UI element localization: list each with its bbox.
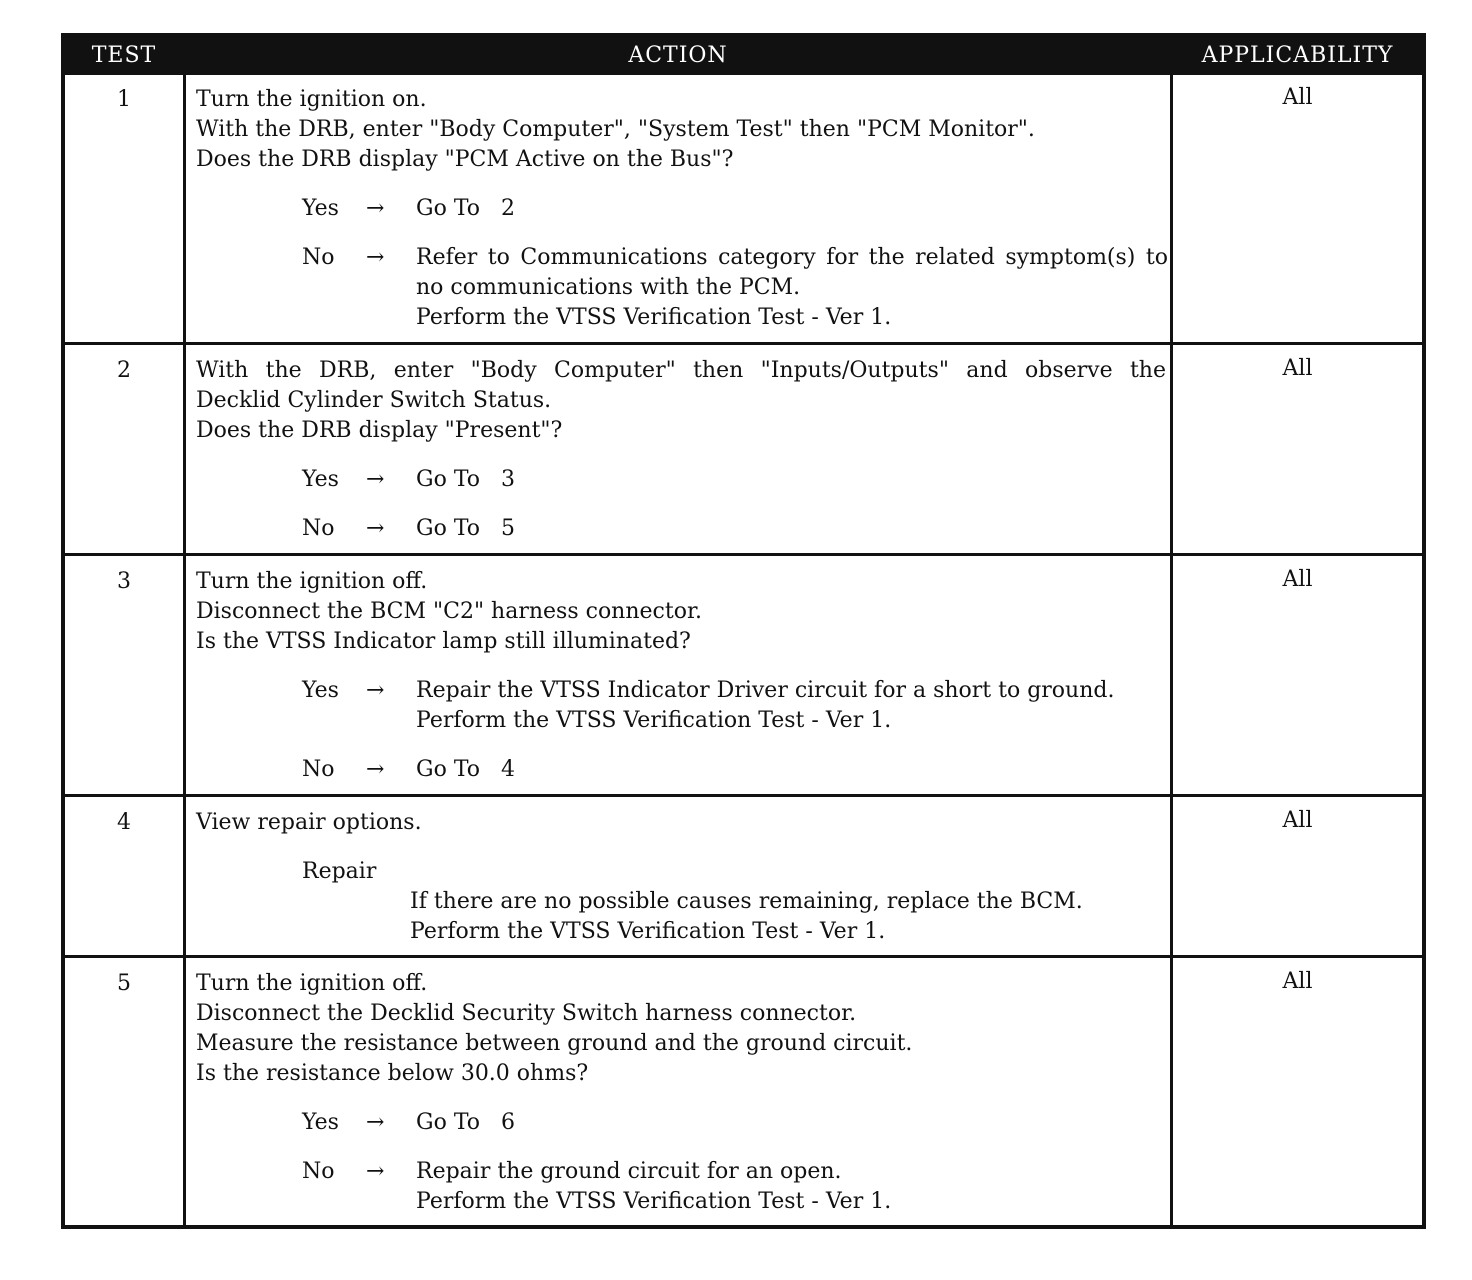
applicability-value: All xyxy=(1282,85,1313,110)
no-label: No xyxy=(302,516,335,541)
test-number: 2 xyxy=(117,358,131,383)
arrow-icon: → xyxy=(366,678,385,703)
result-line: Repair the VTSS Indicator Driver circuit for a short to ground. xyxy=(416,678,1115,703)
header-applicability: APPLICABILITY xyxy=(1201,43,1394,68)
row-divider xyxy=(65,794,1422,797)
yes-result: Go To 2 xyxy=(416,196,515,221)
arrow-icon: → xyxy=(366,245,385,270)
repair-line: Perform the VTSS Verification Test - Ver 1. xyxy=(410,919,886,944)
no-result: Go To 5 xyxy=(416,516,515,541)
no-label: No xyxy=(302,757,335,782)
yes-branch xyxy=(196,676,1166,736)
no-label: No xyxy=(302,1159,335,1184)
test-number: 3 xyxy=(117,569,131,594)
action-step: With the DRB, enter "Body Computer", "System Test" then "PCM Monitor". xyxy=(196,117,1035,142)
test-number: 5 xyxy=(117,971,131,996)
action-step: With the DRB, enter "Body Computer" then "Inputs/Outputs" and observe the xyxy=(196,358,1166,383)
arrow-icon: → xyxy=(366,1110,385,1135)
result-line: Perform the VTSS Verification Test - Ver 1. xyxy=(416,305,892,330)
no-result xyxy=(416,1157,1168,1217)
result-line: Perform the VTSS Verification Test - Ver 1. xyxy=(416,1189,892,1214)
table-header xyxy=(65,37,1422,75)
diagnostic-table xyxy=(61,33,1426,1229)
action-cell xyxy=(196,808,1166,947)
action-step: Disconnect the BCM "C2" harness connector. xyxy=(196,599,703,624)
action-step: Is the VTSS Indicator lamp still illuminated? xyxy=(196,629,691,654)
action-cell xyxy=(196,356,1166,544)
no-branch xyxy=(196,755,1166,785)
action-step: Measure the resistance between ground and the ground circuit. xyxy=(196,1031,913,1056)
result-line: Refer to Communications category for the related symptom(s) to xyxy=(416,245,1168,270)
action-cell xyxy=(196,969,1166,1217)
column-divider xyxy=(183,75,186,1225)
no-label: No xyxy=(302,245,335,270)
applicability-value: All xyxy=(1282,356,1313,381)
test-number: 1 xyxy=(117,87,131,112)
result-line: no communications with the PCM. xyxy=(416,275,801,300)
repair-block xyxy=(196,857,1166,947)
action-step: Turn the ignition off. xyxy=(196,569,428,594)
yes-branch xyxy=(196,194,1166,224)
action-cell xyxy=(196,567,1166,785)
arrow-icon: → xyxy=(366,757,385,782)
row-divider xyxy=(65,955,1422,958)
arrow-icon: → xyxy=(366,1159,385,1184)
applicability-value: All xyxy=(1282,808,1313,833)
repair-line: If there are no possible causes remaining, replace the BCM. xyxy=(410,889,1083,914)
action-step: Does the DRB display "PCM Active on the Bus"? xyxy=(196,147,734,172)
result-line: Perform the VTSS Verification Test - Ver 1. xyxy=(416,708,892,733)
repair-label: Repair xyxy=(302,859,377,884)
arrow-icon: → xyxy=(366,196,385,221)
arrow-icon: → xyxy=(366,467,385,492)
no-branch xyxy=(196,514,1166,544)
header-action: ACTION xyxy=(628,43,728,68)
no-result xyxy=(416,243,1168,333)
action-step: Disconnect the Decklid Security Switch harness connector. xyxy=(196,1001,857,1026)
yes-branch xyxy=(196,465,1166,495)
action-step: Decklid Cylinder Switch Status. xyxy=(196,388,552,413)
yes-label: Yes xyxy=(302,196,339,221)
action-step: Turn the ignition on. xyxy=(196,87,427,112)
yes-label: Yes xyxy=(302,467,339,492)
no-branch xyxy=(196,243,1166,333)
column-divider xyxy=(1170,75,1173,1225)
arrow-icon: → xyxy=(366,516,385,541)
action-step: Does the DRB display "Present"? xyxy=(196,418,563,443)
test-number: 4 xyxy=(117,810,131,835)
no-branch xyxy=(196,1157,1166,1217)
yes-result: Go To 3 xyxy=(416,467,515,492)
yes-label: Yes xyxy=(302,1110,339,1135)
row-divider xyxy=(65,342,1422,345)
action-step: Turn the ignition off. xyxy=(196,971,428,996)
action-step: Is the resistance below 30.0 ohms? xyxy=(196,1061,589,1086)
result-line: Repair the ground circuit for an open. xyxy=(416,1159,842,1184)
yes-label: Yes xyxy=(302,678,339,703)
yes-result xyxy=(416,676,1168,736)
applicability-value: All xyxy=(1282,567,1313,592)
row-divider xyxy=(65,553,1422,556)
action-cell xyxy=(196,85,1166,333)
action-step: View repair options. xyxy=(196,810,422,835)
yes-result: Go To 6 xyxy=(416,1110,515,1135)
header-test: TEST xyxy=(91,43,157,68)
applicability-value: All xyxy=(1282,969,1313,994)
yes-branch xyxy=(196,1108,1166,1138)
no-result: Go To 4 xyxy=(416,757,515,782)
